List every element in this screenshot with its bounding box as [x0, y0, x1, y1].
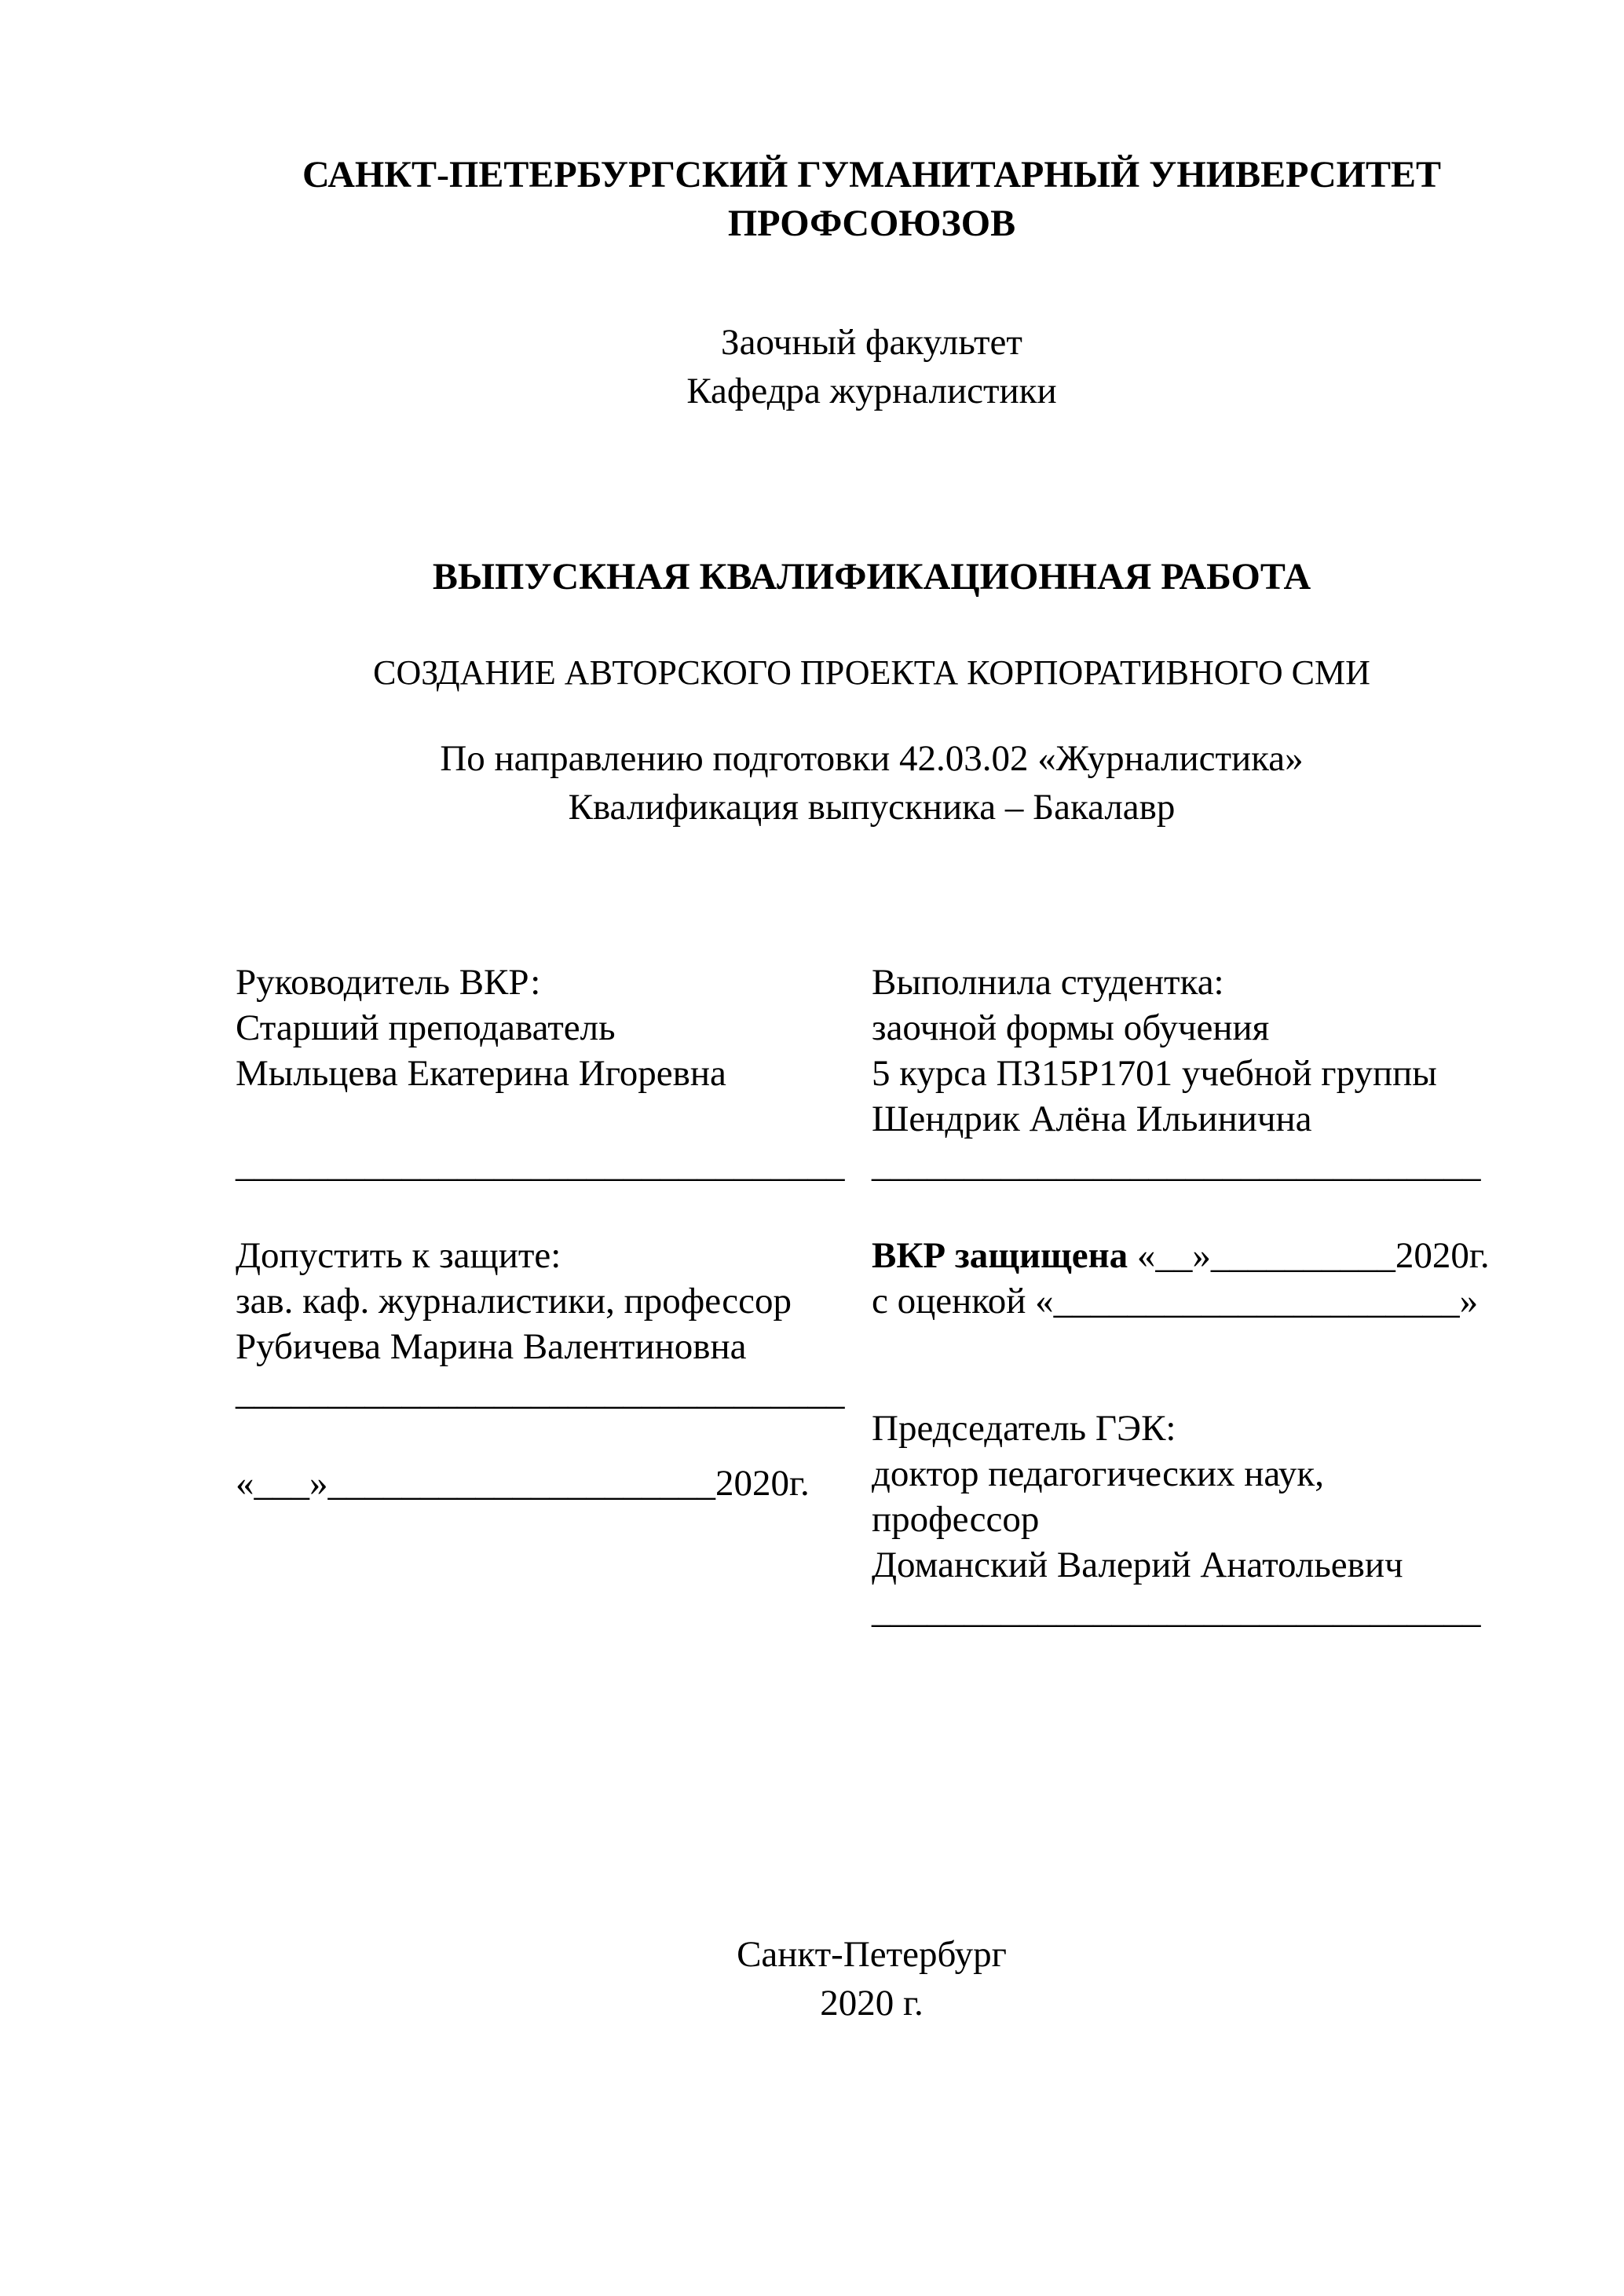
student-label: Выполнила студентка: — [872, 962, 1224, 1003]
work-type-title: ВЫПУСКНАЯ КВАЛИФИКАЦИОННАЯ РАБОТА — [432, 556, 1311, 598]
spacer — [236, 1096, 872, 1142]
signature-column-right — [872, 960, 1508, 1633]
grade-line: с оценкой «______________________» — [872, 1281, 1479, 1322]
university-name-line1: САНКТ-ПЕТЕРБУРГСКИЙ ГУМАНИТАРНЫЙ УНИВЕРСИТЕТ — [302, 154, 1442, 196]
chairman-label: Председатель ГЭК: — [872, 1408, 1176, 1449]
year-line: 2020 г. — [820, 1983, 924, 2024]
admit-position: зав. каф. журналистики, профессор — [236, 1281, 792, 1322]
supervisor-name: Мыльцева Екатерина Игоревна — [236, 1053, 726, 1094]
program-qualification: Квалификация выпускника – Бакалавр — [568, 787, 1176, 828]
student-name: Шендрик Алёна Ильинична — [872, 1099, 1312, 1139]
supervisor-label: Руководитель ВКР: — [236, 962, 541, 1003]
admit-label: Допустить к защите: — [236, 1235, 561, 1276]
admit-signature-line: _________________________________ — [236, 1372, 845, 1413]
signature-column-left — [236, 960, 872, 1633]
footer-city-year — [236, 1930, 1508, 2027]
thesis-title: СОЗДАНИЕ АВТОРСКОГО ПРОЕКТА КОРПОРАТИВНОГО СМИ — [373, 653, 1370, 692]
signature-table — [236, 960, 1508, 1633]
defended-label: ВКР защищена — [872, 1235, 1128, 1276]
admit-date-line: «___»_____________________2020г. — [236, 1463, 810, 1504]
chairman-signature-line: _________________________________ — [872, 1590, 1481, 1631]
department-line: Кафедра журналистики — [686, 371, 1057, 411]
university-name — [236, 151, 1508, 248]
supervisor-position: Старший преподаватель — [236, 1007, 616, 1048]
supervisor-signature-line: _________________________________ — [236, 1144, 845, 1185]
admit-name: Рубичева Марина Валентиновна — [236, 1326, 747, 1367]
city-line: Санкт-Петербург — [737, 1934, 1007, 1975]
student-form: заочной формы обучения — [872, 1007, 1270, 1048]
student-signature-line: _________________________________ — [872, 1144, 1481, 1185]
chairman-degree: доктор педагогических наук, — [872, 1453, 1324, 1494]
chairman-name: Доманский Валерий Анатольевич — [872, 1545, 1403, 1585]
spacer — [236, 1415, 872, 1461]
program-info — [236, 734, 1508, 832]
spacer — [236, 1187, 872, 1233]
defended-date-line — [872, 1233, 1508, 1278]
university-name-line2: ПРОФСОЮЗОВ — [727, 203, 1016, 244]
faculty-department — [236, 318, 1508, 415]
faculty-line: Заочный факультет — [721, 322, 1022, 363]
spacer — [872, 1187, 1508, 1233]
chairman-position: профессор — [872, 1499, 1040, 1540]
student-group: 5 курса ПЗ15Р1701 учебной группы — [872, 1053, 1437, 1094]
defended-date-blank: «__»__________2020г. — [1128, 1235, 1490, 1276]
program-direction: По направлению подготовки 42.03.02 «Журналистика» — [440, 738, 1304, 779]
spacer — [872, 1324, 1508, 1406]
